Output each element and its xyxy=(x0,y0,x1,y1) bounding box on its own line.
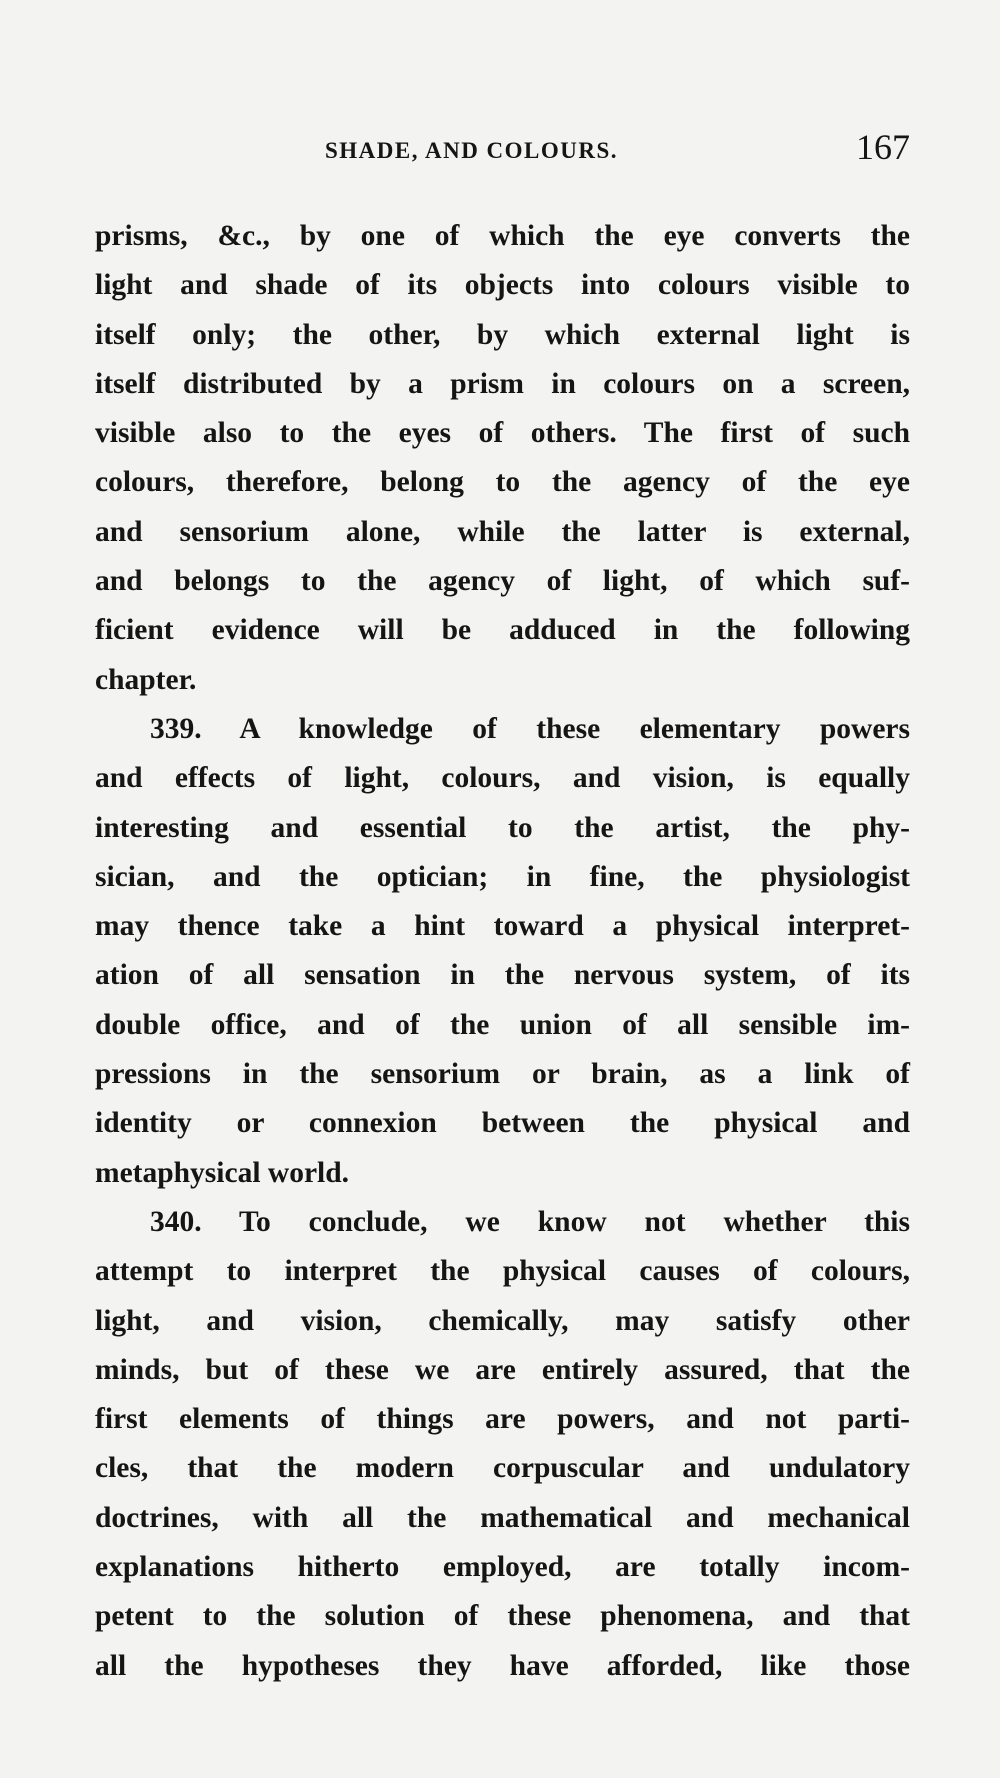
text-line: visible also to the eyes of others. The first of such xyxy=(95,417,910,450)
paragraph-340-start: 340. To conclude, we know not whether this xyxy=(150,1205,910,1238)
text-line: interesting and essential to the artist, the phy- xyxy=(95,811,910,844)
text-line: petent to the solution of these phenomena, and that xyxy=(95,1600,910,1633)
text-line: and belongs to the agency of light, of which suf- xyxy=(95,565,910,598)
text-line: sician, and the optician; in fine, the physiologist xyxy=(95,860,910,893)
text-line: and sensorium alone, while the latter is external, xyxy=(95,515,910,548)
text-line: light, and vision, chemically, may satisfy other xyxy=(95,1304,910,1337)
text-line: itself distributed by a prism in colours on a screen, xyxy=(95,367,910,400)
text-line: light and shade of its objects into colours visible to xyxy=(95,269,910,302)
text-line: may thence take a hint toward a physical interpret- xyxy=(95,910,910,943)
page-header xyxy=(95,127,910,172)
text-line: first elements of things are powers, and not parti- xyxy=(95,1403,910,1436)
page-number: 167 xyxy=(856,127,910,167)
text-line: pressions in the sensorium or brain, as a link of xyxy=(95,1058,910,1091)
text-line: cles, that the modern corpuscular and undulatory xyxy=(95,1452,910,1485)
text-line: double office, and of the union of all sensible im- xyxy=(95,1008,910,1041)
text-line: prisms, &c., by one of which the eye converts the xyxy=(95,220,910,252)
text-line: attempt to interpret the physical causes of colours, xyxy=(95,1255,910,1288)
text-line: all the hypotheses they have afforded, like those xyxy=(95,1649,910,1682)
text-line: and effects of light, colours, and vision, is equally xyxy=(95,762,910,795)
text-line: colours, therefore, belong to the agency of the eye xyxy=(95,466,910,499)
text-line: itself only; the other, by which external light is xyxy=(95,318,910,351)
paragraph-339-start: 339. A knowledge of these elementary powers xyxy=(150,712,910,745)
text-line: ficient evidence will be adduced in the following xyxy=(95,614,910,647)
running-head: SHADE, AND COLOURS. xyxy=(325,138,619,163)
text-line: explanations hitherto employed, are totally incom- xyxy=(95,1551,910,1584)
body-text xyxy=(95,212,910,1691)
text-line: identity or connexion between the physical and xyxy=(95,1107,910,1140)
text-line: chapter. xyxy=(95,663,197,696)
text-line: ation of all sensation in the nervous system, of its xyxy=(95,959,910,992)
text-line: minds, but of these we are entirely assured, that the xyxy=(95,1353,910,1386)
text-line: doctrines, with all the mathematical and mechanical xyxy=(95,1501,910,1534)
text-line: metaphysical world. xyxy=(95,1156,350,1189)
